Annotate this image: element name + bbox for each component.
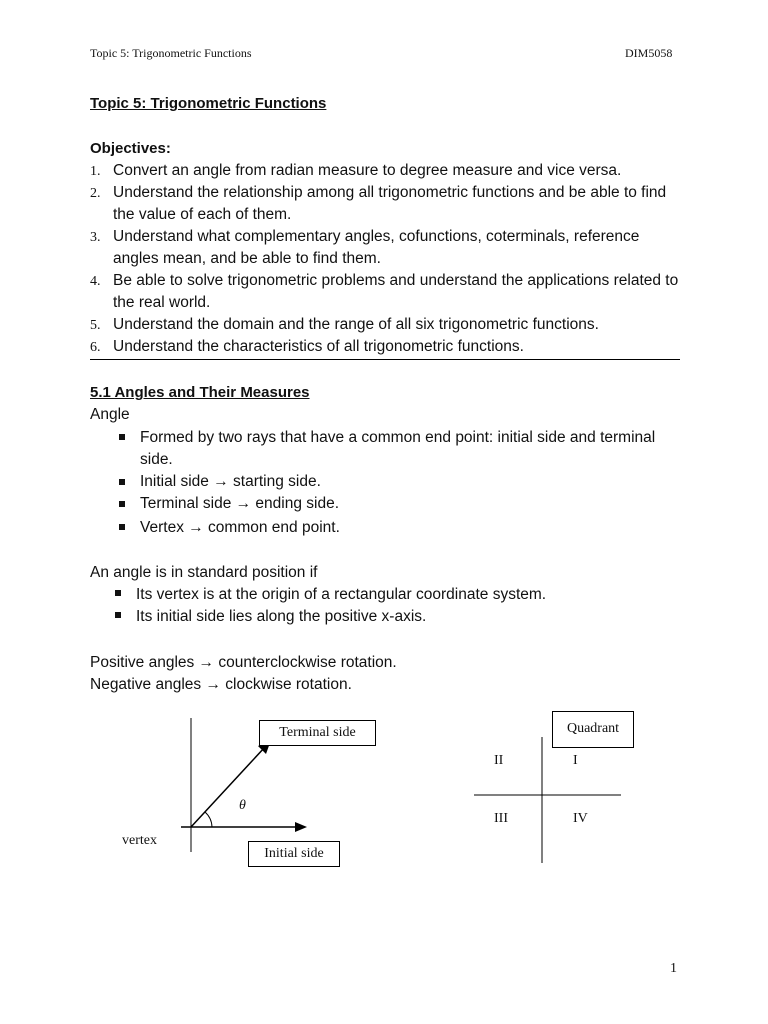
quadrant-iii-label: III [494,811,508,826]
page-title: Topic 5: Trigonometric Functions [90,95,327,112]
angle-bullet: Terminal side → ending side. [140,495,340,512]
objective-text: Understand the relationship among all trigonometric functions and be able to find the value of each of them. [113,184,667,223]
objective-number: 5. [90,318,101,333]
angle-bullet: Formed by two rays that have a common end point: initial side and terminal side. [140,429,656,468]
quadrant-title-box: Quadrant [552,711,634,748]
vertex-label: vertex [122,833,157,848]
standard-bullet: Its initial side lies along the positive x-axis. [136,608,427,625]
angle-bullet: Initial side → starting side. [140,473,321,490]
angle-bullet: Vertex → common end point. [140,519,340,536]
positive-angles: Positive angles → counterclockwise rotation. [90,654,397,671]
terminal-side-ray [191,747,265,827]
objective-text: Understand the domain and the range of all six trigonometric functions. [113,316,599,333]
negative-angles: Negative angles → clockwise rotation. [90,676,352,693]
objective-number: 6. [90,340,101,355]
objective-text: Understand what complementary angles, cofunctions, coterminals, reference angles mean, and be able to find them. [113,228,640,267]
angle-arc [205,812,212,827]
initial-side-label: Initial side [248,841,340,867]
page-number: 1 [670,961,677,976]
angle-label: Angle [90,406,130,423]
quadrant-iv-label: IV [573,811,588,826]
objective-text: Be able to solve trigonometric problems and understand the applications related to the real world. [113,272,679,311]
objective-number: 2. [90,186,101,201]
initial-side-arrowhead [295,822,307,832]
objective-number: 3. [90,230,101,245]
quadrant-i-label: I [573,753,578,768]
theta-label: θ [239,798,246,813]
header-right: DIM5058 [625,46,673,60]
objective-text: Understand the characteristics of all trigonometric functions. [113,338,524,355]
section-heading: 5.1 Angles and Their Measures [90,384,310,401]
quadrant-ii-label: II [494,753,504,768]
terminal-side-label: Terminal side [259,720,376,746]
standard-bullet: Its vertex is at the origin of a rectangular coordinate system. [136,586,547,603]
header-left: Topic 5: Trigonometric Functions [90,46,252,60]
objective-number: 4. [90,274,101,289]
objective-text: Convert an angle from radian measure to degree measure and vice versa. [113,162,622,179]
objectives-heading: Objectives: [90,140,171,157]
objective-number: 1. [90,164,101,179]
standard-position-intro: An angle is in standard position if [90,564,318,581]
